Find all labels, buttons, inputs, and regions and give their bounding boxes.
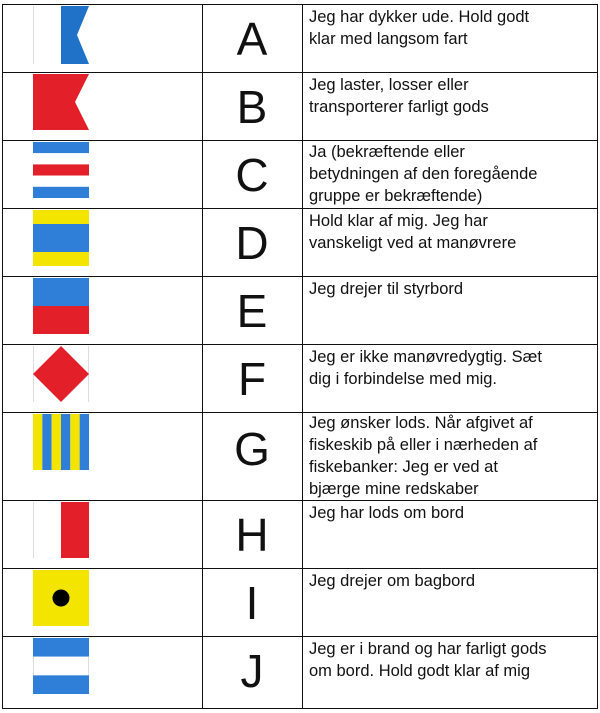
flag-g-icon xyxy=(33,414,89,470)
flag-a-icon xyxy=(33,6,89,64)
flag-e-icon xyxy=(33,278,89,334)
flag-f-icon xyxy=(33,346,89,402)
flag-description: Jeg har lods om bord xyxy=(309,504,465,522)
flag-d-icon xyxy=(33,210,89,266)
flag-letter: G xyxy=(234,423,270,475)
flag-letter: I xyxy=(245,577,259,629)
flag-i-icon xyxy=(33,570,89,626)
flag-c-icon xyxy=(33,142,89,198)
flag-description: Jeg er i brand og har farligt gods om bord. Hold godt klar af mig xyxy=(309,640,547,680)
flag-letter: E xyxy=(236,285,268,337)
flag-description: Jeg er ikke manøvredygtig. Sæt dig i forbindelse med mig. xyxy=(309,348,542,388)
flag-letter: B xyxy=(236,81,268,133)
flag-description: Jeg ønsker lods. Når afgivet af fiskeskib på eller i nærheden af fiskebanker: Jeg er ved at bjærge mine redskaber xyxy=(309,414,538,498)
flag-b-icon xyxy=(33,74,89,130)
flag-letter: A xyxy=(236,13,268,65)
flag-letter: F xyxy=(237,353,267,405)
flag-letter: H xyxy=(235,509,269,561)
flag-description: Jeg laster, losser eller transporterer farligt gods xyxy=(309,76,489,116)
flag-letter: J xyxy=(240,645,264,697)
flag-description: Jeg drejer om bagbord xyxy=(309,572,476,590)
flag-h-icon xyxy=(33,502,89,558)
flag-description: Ja (bekræftende eller betydningen af den foregående gruppe er bekræftende) xyxy=(309,143,538,205)
flag-description: Hold klar af mig. Jeg har vanskeligt ved at manøvrere xyxy=(309,212,517,252)
flag-letter: C xyxy=(235,149,269,201)
flag-j-icon xyxy=(33,638,89,694)
flag-description: Jeg drejer til styrbord xyxy=(309,280,464,298)
flag-description: Jeg har dykker ude. Hold godt klar med langsom fart xyxy=(309,8,530,48)
flag-letter: D xyxy=(235,217,269,269)
